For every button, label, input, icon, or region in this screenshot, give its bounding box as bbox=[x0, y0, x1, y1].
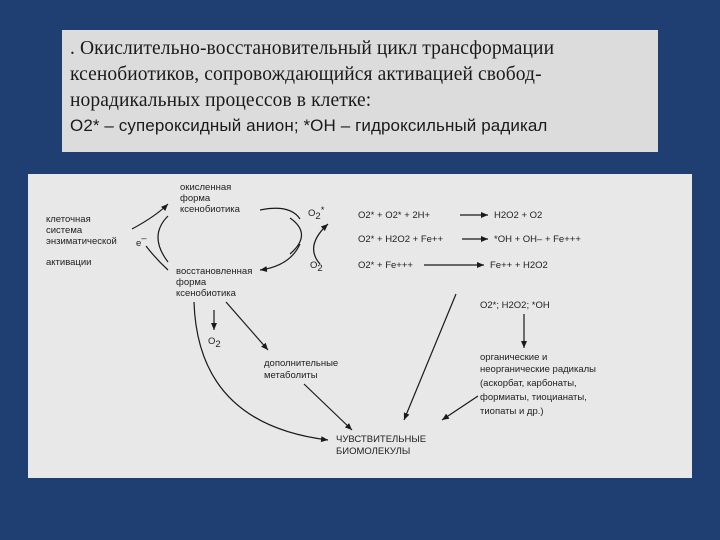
oxidized-form-line2: форма bbox=[180, 193, 211, 204]
organic-radicals-line2: неорганические радикалы bbox=[480, 364, 596, 375]
organic-radicals-line1: органические и bbox=[480, 352, 548, 363]
reduced-form-line2: форма bbox=[176, 277, 207, 288]
electron-label: e– bbox=[136, 233, 147, 249]
right-cycle-arc-inner bbox=[290, 218, 302, 254]
organic-radicals-line3: (аскорбат, карбонаты, bbox=[480, 378, 577, 389]
left-cycle-arc-inner bbox=[158, 216, 168, 262]
caption-box bbox=[62, 30, 658, 152]
reaction-2-left: O2* + H2O2 + Fe++ bbox=[358, 234, 444, 245]
oxidized-form-line3: ксенобиотика bbox=[180, 204, 240, 215]
right-cycle-arc-top bbox=[260, 208, 300, 219]
arrow-metabolites-to-biomolecules bbox=[304, 384, 352, 430]
arrow-cycle-to-biomolecules bbox=[404, 294, 456, 420]
o2-left: O2 bbox=[208, 336, 221, 350]
organic-radicals-line5: тиопаты и др.) bbox=[480, 406, 544, 417]
enzymatic-system-line1: клеточная bbox=[46, 214, 91, 225]
caption-line-3: норадикальных процессов в клетке: bbox=[70, 90, 372, 111]
cycle-o2-star: O2* bbox=[308, 205, 325, 222]
caption-line-4: О2* – супероксидный анион; *ОН – гидроксильный радикал bbox=[70, 116, 548, 135]
reduced-form-line3: ксенобиотика bbox=[176, 288, 236, 299]
additional-metabolites-line2: метаболиты bbox=[264, 370, 318, 381]
reaction-1-right: H2O2 + O2 bbox=[494, 210, 543, 221]
radicals-list: O2*; H2O2; *OH bbox=[480, 300, 550, 311]
reaction-3-right: Fe++ + H2O2 bbox=[490, 260, 548, 271]
arrow-to-metabolites bbox=[226, 302, 268, 350]
organic-radicals-line4: формиаты, тиоцианаты, bbox=[480, 392, 587, 403]
caption-line-2: ксенобиотиков, сопровождающийся активацией свобод- bbox=[70, 64, 542, 85]
right-cycle-arc-bottom bbox=[260, 244, 300, 270]
sensitive-biomolecules-line2: БИОМОЛЕКУЛЫ bbox=[336, 446, 411, 457]
caption-line-1: . Окислительно-восстановительный цикл трансформации bbox=[70, 38, 555, 59]
enzymatic-system-line4: активации bbox=[46, 257, 92, 268]
enzymatic-system-line3: энзиматической bbox=[46, 236, 117, 247]
reduced-form-line1: восстановленная bbox=[176, 266, 253, 277]
sensitive-biomolecules-line1: ЧУВСТВИТЕЛЬНЫЕ bbox=[336, 434, 427, 445]
reaction-2-right: *OH + OH– + Fe+++ bbox=[494, 234, 581, 245]
oxidized-form-line1: окисленная bbox=[180, 182, 232, 193]
left-cycle-arc-top bbox=[132, 204, 168, 229]
enzymatic-system-line2: система bbox=[46, 225, 83, 236]
o2-input-arc bbox=[314, 224, 328, 264]
arrow-organic-to-biomolecules bbox=[442, 396, 478, 420]
diagram-svg bbox=[28, 174, 692, 478]
reaction-3-left: O2* + Fe+++ bbox=[358, 260, 413, 271]
diagram-panel bbox=[28, 174, 692, 478]
reaction-1-left: O2* + O2* + 2H+ bbox=[358, 210, 431, 221]
cycle-o2: O2 bbox=[310, 260, 323, 274]
additional-metabolites-line1: дополнительные bbox=[264, 358, 339, 369]
